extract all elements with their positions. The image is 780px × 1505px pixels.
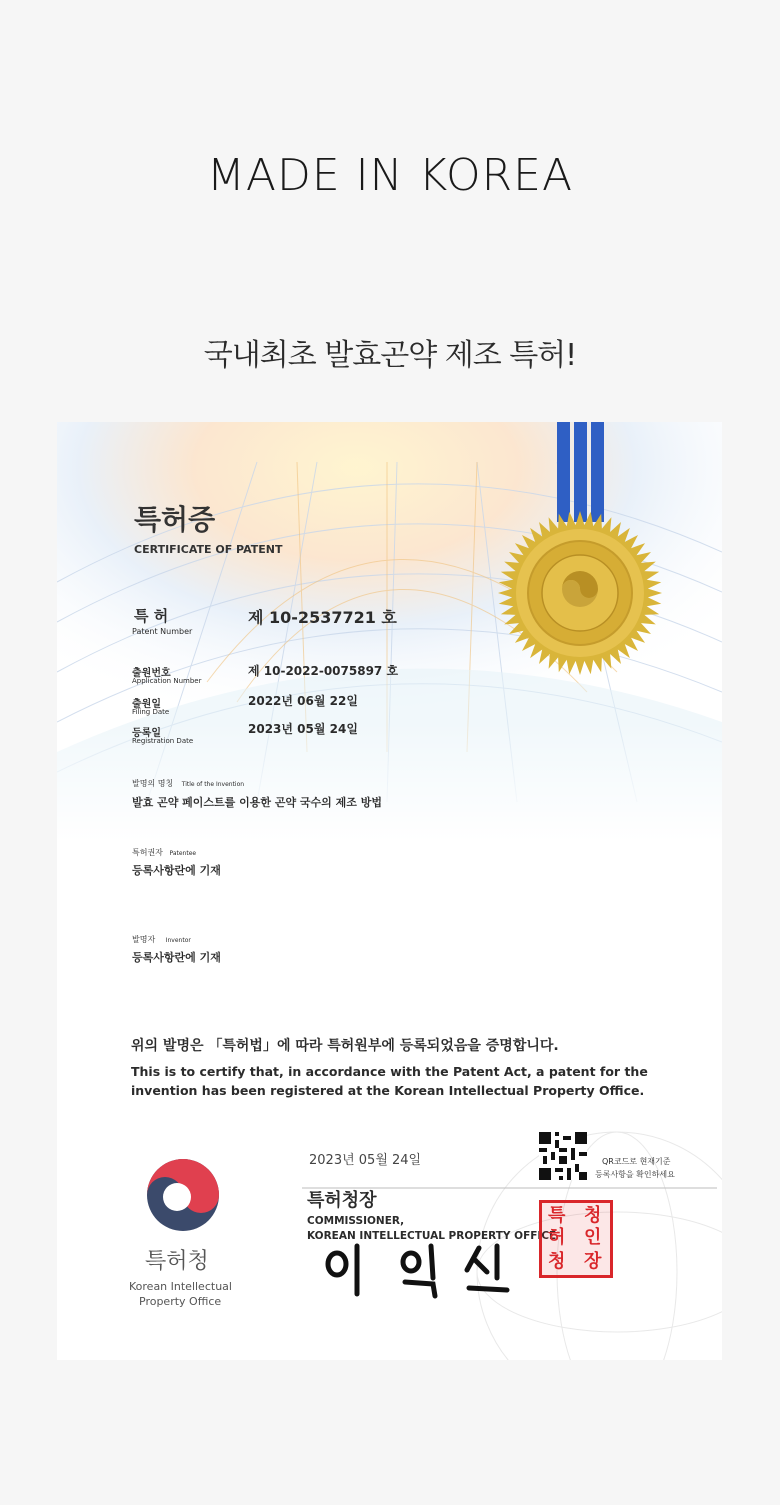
invention-label-ko: 발명의 명칭 (132, 779, 174, 788)
ribbon-stripe (557, 422, 570, 522)
patentee-label-en: Patentee (169, 850, 197, 857)
stamp-char: 허 (548, 1227, 566, 1248)
patentee-label-ko: 특허권자 (132, 848, 163, 857)
stamp-char: 청 (584, 1205, 602, 1226)
qr-note-2: 등록사항을 확인하세요 (595, 1170, 675, 1179)
hero-title: MADE IN KOREA (206, 150, 574, 201)
inventor-value: 등록사항란에 기재 (132, 951, 221, 964)
commissioner-title-en-2: KOREAN INTELLECTUAL PROPERTY OFFICE (307, 1230, 557, 1242)
certify-statement-en-1: This is to certify that, in accordance with the Patent Act, a patent for the (131, 1064, 648, 1079)
qr-code (539, 1132, 587, 1180)
stamp-char: 인 (584, 1227, 602, 1248)
certify-statement-ko: 위의 발명은 「특허법」에 따라 특허원부에 등록되었음을 증명합니다. (131, 1038, 559, 1054)
patent-certificate (57, 422, 722, 1360)
invention-label (132, 778, 244, 789)
inventor-label (132, 934, 191, 945)
certify-statement-en-2: invention has been registered at the Korean Intellectual Property Office. (131, 1083, 645, 1098)
kipo-logo-name-en-2: Property Office (139, 1295, 222, 1308)
ribbon-stripe (591, 422, 604, 522)
issue-date: 2023년 05월 24일 (309, 1153, 422, 1168)
registration-label-ko: 등록일 (132, 728, 161, 739)
commissioner-title-ko: 특허청장 (307, 1190, 377, 1211)
application-label-en: Application Number (132, 677, 202, 685)
filing-date: 2022년 06월 22일 (248, 694, 358, 708)
certificate-title-en: CERTIFICATE OF PATENT (134, 543, 283, 556)
stamp-char: 특 (548, 1205, 566, 1226)
application-label-ko: 출원번호 (132, 668, 171, 679)
inventor-label-en: Inventor (165, 937, 191, 944)
registration-date: 2023년 05월 24일 (248, 722, 358, 736)
qr-note-1: QR코드로 현재기준 (602, 1157, 671, 1166)
commissioner-signature (319, 1242, 519, 1302)
patent-number: 제 10-2537721 호 (248, 608, 397, 627)
hero-subtitle: 국내최초 발효곤약 제조 특허! (203, 338, 577, 373)
stamp-char: 장 (584, 1251, 602, 1272)
stamp-char: 청 (548, 1251, 566, 1272)
kipo-logo-name-ko: 특허청 (145, 1249, 209, 1274)
gold-seal-emblem (497, 510, 663, 676)
certificate-title-ko: 특허증 (134, 503, 216, 536)
patent-label-ko: 특 허 (134, 607, 169, 625)
patentee-label (132, 847, 196, 858)
filing-label-en: Filing Date (132, 708, 170, 716)
invention-label-en: Title of the Invention (181, 781, 245, 788)
ribbon-stripe (574, 422, 587, 522)
patent-label-en: Patent Number (132, 627, 193, 636)
patentee-value: 등록사항란에 기재 (132, 864, 221, 877)
filing-label-ko: 출원일 (132, 699, 161, 710)
application-number: 제 10-2022-0075897 호 (248, 664, 399, 678)
inventor-label-ko: 발명자 (132, 935, 156, 944)
kipo-logo-name-en-1: Korean Intellectual (129, 1280, 232, 1293)
official-stamp (539, 1200, 613, 1278)
kipo-logo-icon (145, 1157, 221, 1233)
commissioner-title-en-1: COMMISSIONER, (307, 1215, 405, 1227)
registration-label-en: Registration Date (132, 737, 194, 745)
invention-title: 발효 곤약 페이스트를 이용한 곤약 국수의 제조 방법 (132, 796, 382, 809)
